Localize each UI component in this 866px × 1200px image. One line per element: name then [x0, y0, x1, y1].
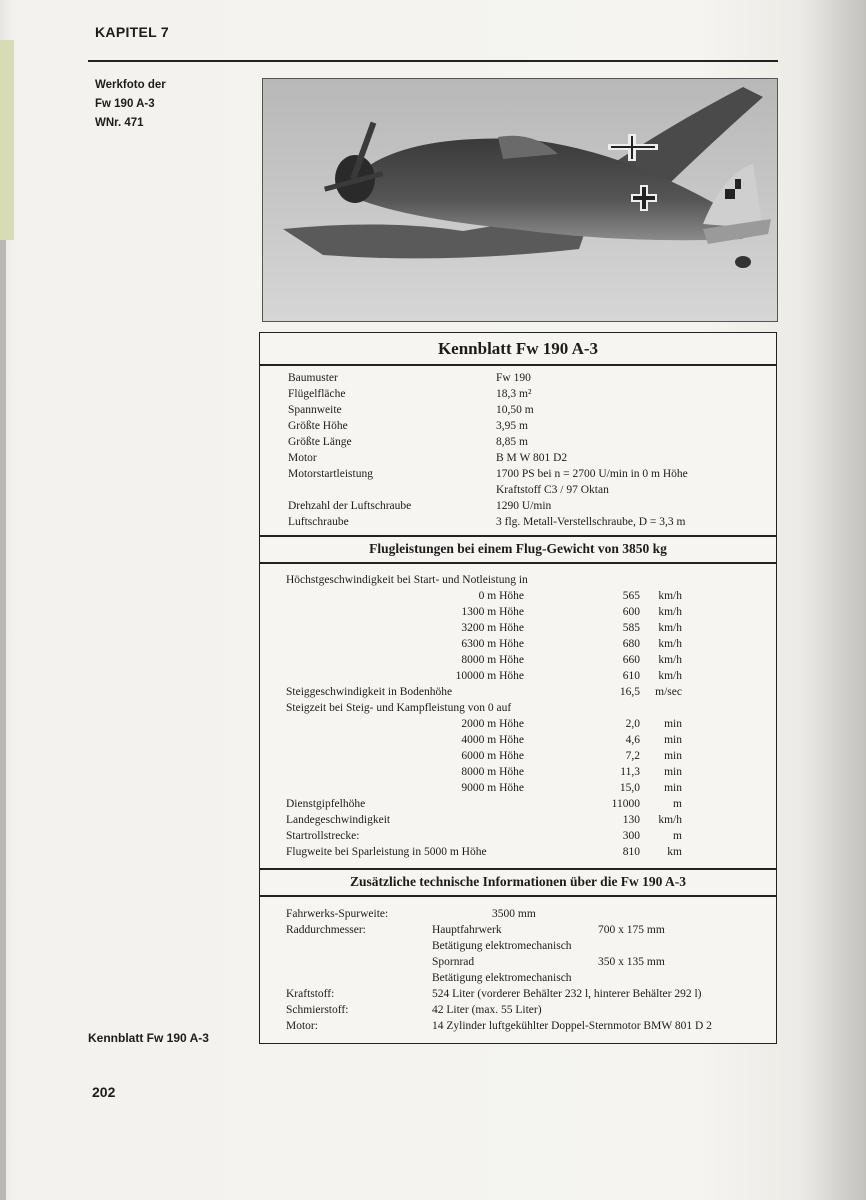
performance-row	[260, 829, 776, 845]
performance-value: 585	[622, 622, 640, 634]
extra-info-title: Zusätzliche technische Informationen über die Fw 190 A-3	[349, 874, 687, 889]
extra-info-label: Raddurchmesser:	[286, 924, 366, 936]
performance-value: 660	[622, 654, 640, 666]
spec-row	[260, 403, 776, 419]
performance-row	[260, 765, 776, 781]
photo-caption	[95, 76, 245, 133]
performance-unit: min	[664, 750, 682, 762]
performance-row	[260, 653, 776, 669]
performance-altitude: 2000 m Höhe	[461, 718, 524, 730]
page-number: 202	[92, 1084, 116, 1100]
extra-info-row	[260, 971, 776, 987]
photo-caption-line: Fw 190 A-3	[95, 98, 155, 110]
performance-value: 565	[622, 590, 640, 602]
performance-altitude: 10000 m Höhe	[455, 670, 524, 682]
performance-value: 810	[622, 846, 640, 858]
page-curl-shadow	[796, 0, 866, 1200]
performance-row	[260, 717, 776, 733]
performance-altitude: 4000 m Höhe	[461, 734, 524, 746]
spec-value: Fw 190	[496, 372, 531, 384]
performance-value: 15,0	[619, 782, 640, 794]
performance-label: Höchstgeschwindigkeit bei Start- und Notleistung in	[286, 574, 528, 586]
performance-row	[260, 685, 776, 701]
performance-unit: min	[664, 734, 682, 746]
performance-value: 7,2	[625, 750, 640, 762]
spec-row	[260, 387, 776, 403]
performance-row	[260, 781, 776, 797]
performance-row	[260, 733, 776, 749]
section-rule	[260, 364, 776, 366]
performance-altitude: 6000 m Höhe	[461, 750, 524, 762]
section-rule	[260, 535, 776, 537]
page-edge-shadow	[0, 240, 6, 1200]
performance-row	[260, 813, 776, 829]
spec-row	[260, 419, 776, 435]
performance-value: 610	[622, 670, 640, 682]
spec-row	[260, 483, 776, 499]
performance-value: 11000	[611, 798, 640, 810]
spec-row	[260, 515, 776, 531]
extra-info-row	[260, 1003, 776, 1019]
fw190-aircraft-image	[263, 79, 777, 321]
performance-unit: km	[667, 846, 682, 858]
performance-row	[260, 637, 776, 653]
extra-info-value: 350 x 135 mm	[598, 956, 665, 968]
extra-info-text: 524 Liter (vorderer Behälter 232 l, hinterer Behälter 292 l)	[432, 988, 702, 1000]
performance-unit: km/h	[658, 814, 682, 826]
performance-row	[260, 573, 776, 589]
performance-row	[260, 749, 776, 765]
spec-sheet-title: Kennblatt Fw 190 A-3	[437, 339, 599, 358]
performance-value: 2,0	[625, 718, 640, 730]
performance-value: 16,5	[619, 686, 640, 698]
performance-unit: km/h	[658, 638, 682, 650]
figure-caption: Kennblatt Fw 190 A-3	[88, 1031, 209, 1045]
extra-info-row	[260, 955, 776, 971]
spec-value: 3,95 m	[496, 420, 528, 432]
extra-info-label: Fahrwerks-Spurweite:	[286, 908, 389, 920]
performance-altitude: 6300 m Höhe	[461, 638, 524, 650]
spec-label: Spannweite	[288, 404, 342, 416]
spec-row	[260, 435, 776, 451]
performance-unit: min	[664, 718, 682, 730]
spec-value: 1700 PS bei n = 2700 U/min in 0 m Höhe	[496, 468, 688, 480]
performance-unit: km/h	[658, 654, 682, 666]
performance-label: Dienstgipfelhöhe	[286, 798, 366, 810]
performance-row	[260, 845, 776, 861]
performance-label: Steiggeschwindigkeit in Bodenhöhe	[286, 686, 453, 698]
spec-value: 8,85 m	[496, 436, 528, 448]
performance-altitude: 8000 m Höhe	[461, 654, 524, 666]
performance-row	[260, 797, 776, 813]
performance-title: Flugleistungen bei einem Flug-Gewicht von 3850 kg	[369, 541, 667, 556]
performance-unit: km/h	[658, 606, 682, 618]
performance-row	[260, 701, 776, 717]
performance-unit: m	[673, 830, 682, 842]
performance-unit: km/h	[658, 670, 682, 682]
extra-info-text: Spornrad	[432, 956, 475, 968]
performance-value: 11,3	[620, 766, 640, 778]
performance-row	[260, 621, 776, 637]
spec-value: 18,3 m²	[496, 388, 532, 400]
spec-row	[260, 451, 776, 467]
extra-info-row	[260, 923, 776, 939]
performance-altitude: 0 m Höhe	[478, 590, 524, 602]
extra-info-label: Schmierstoff:	[286, 1004, 349, 1016]
spec-value: 1290 U/min	[496, 500, 552, 512]
extra-info-row	[260, 1019, 776, 1035]
page-edge-tab	[0, 40, 14, 240]
section-rule	[260, 895, 776, 897]
performance-row	[260, 669, 776, 685]
spec-label: Drehzahl der Luftschraube	[288, 500, 412, 512]
extra-info-label: Kraftstoff:	[286, 988, 335, 1000]
spec-label: Flügelfläche	[288, 388, 346, 400]
performance-unit: km/h	[658, 590, 682, 602]
extra-info-text: Betätigung elektromechanisch	[432, 972, 572, 984]
spec-sheet	[259, 332, 777, 1044]
photo-caption-line: WNr. 471	[95, 117, 144, 129]
performance-value: 4,6	[625, 734, 640, 746]
performance-value: 680	[622, 638, 640, 650]
performance-label: Startrollstrecke:	[286, 830, 360, 842]
header-rule	[88, 60, 778, 62]
extra-info-text: 14 Zylinder luftgekühlter Doppel-Sternmotor BMW 801 D 2	[432, 1020, 712, 1032]
spec-value: Kraftstoff C3 / 97 Oktan	[496, 484, 609, 496]
performance-altitude: 1300 m Höhe	[461, 606, 524, 618]
spec-label: Motor	[288, 452, 317, 464]
aircraft-photo	[262, 78, 778, 322]
performance-row	[260, 605, 776, 621]
section-rule	[260, 562, 776, 564]
extra-info-text: Hauptfahrwerk	[432, 924, 502, 936]
extra-info-text: Betätigung elektromechanisch	[432, 940, 572, 952]
extra-info-row	[260, 939, 776, 955]
performance-label: Steigzeit bei Steig- und Kampfleistung von 0 auf	[286, 702, 512, 714]
performance-value: 600	[622, 606, 640, 618]
performance-value: 300	[622, 830, 640, 842]
extra-info-value: 3500 mm	[492, 908, 536, 920]
spec-value: 10,50 m	[496, 404, 534, 416]
extra-info-value: 700 x 175 mm	[598, 924, 665, 936]
performance-altitude: 9000 m Höhe	[461, 782, 524, 794]
spec-label: Baumuster	[288, 372, 338, 384]
performance-unit: m	[673, 798, 682, 810]
performance-label: Flugweite bei Sparleistung in 5000 m Höhe	[286, 846, 487, 858]
performance-unit: min	[664, 766, 682, 778]
performance-row	[260, 589, 776, 605]
spec-label: Größte Länge	[288, 436, 352, 448]
spec-row	[260, 467, 776, 483]
spec-label: Größte Höhe	[288, 420, 348, 432]
spec-value: B M W 801 D2	[496, 452, 568, 464]
performance-unit: km/h	[658, 622, 682, 634]
performance-unit: m/sec	[655, 686, 682, 698]
spec-label: Motorstartleistung	[288, 468, 373, 480]
performance-value: 130	[622, 814, 640, 826]
performance-unit: min	[664, 782, 682, 794]
extra-info-row	[260, 907, 776, 923]
section-rule	[260, 868, 776, 870]
extra-info-row	[260, 987, 776, 1003]
performance-label: Landegeschwindigkeit	[286, 814, 391, 826]
chapter-heading: KAPITEL 7	[95, 24, 170, 40]
photo-caption-line: Werkfoto der	[95, 79, 166, 91]
spec-row	[260, 499, 776, 515]
extra-info-label: Motor:	[286, 1020, 318, 1032]
spec-value: 3 flg. Metall-Verstellschraube, D = 3,3 m	[496, 516, 686, 528]
spec-row	[260, 371, 776, 387]
performance-altitude: 3200 m Höhe	[461, 622, 524, 634]
performance-altitude: 8000 m Höhe	[461, 766, 524, 778]
extra-info-text: 42 Liter (max. 55 Liter)	[432, 1004, 542, 1016]
spec-label: Luftschraube	[288, 516, 349, 528]
